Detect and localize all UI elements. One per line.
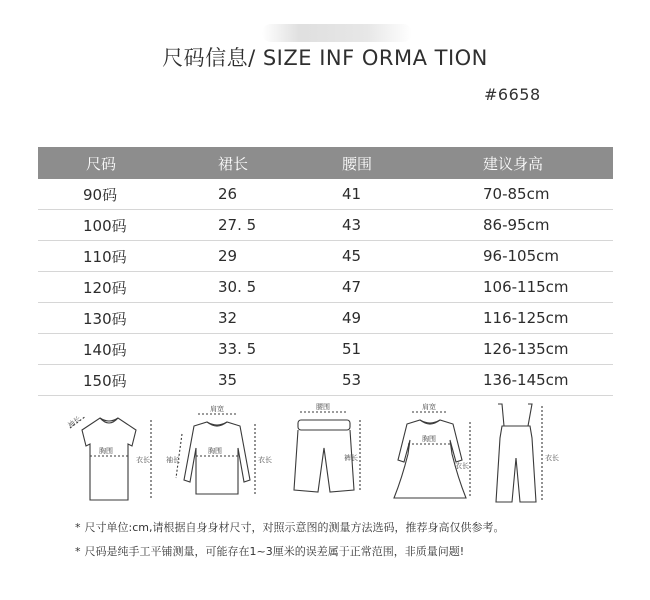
cell-size: 110码 [83,247,127,266]
title-brush-decoration [262,24,412,42]
cell-height: 96-105cm [483,247,559,265]
label-shorts-length: 裤长 [344,454,358,462]
overalls-diagram [496,404,542,502]
label-dress-shoulder: 肩宽 [422,403,436,411]
cell-waist: 49 [342,309,362,327]
table-row [38,365,613,396]
table-row [38,210,613,241]
cell-height: 86-95cm [483,216,550,234]
cell-skirt-length: 27. 5 [218,216,257,234]
cell-waist: 51 [342,340,362,358]
label-dress-length: 衣长 [455,462,469,470]
cell-skirt-length: 33. 5 [218,340,257,358]
cell-height: 70-85cm [483,185,550,203]
cell-waist: 47 [342,278,362,296]
column-header-waist: 腰围 [342,154,373,173]
note-error-text: 尺码是纯手工平铺测量，可能存在1~3厘米的误差属于正常范围，非质量问题! [84,545,465,558]
cell-waist: 41 [342,185,362,203]
label-tshirt-chest: 胸围 [99,447,113,455]
table-row [38,303,613,334]
cell-size: 150码 [83,371,127,390]
label-tshirt-sleeve: 袖长 [66,414,83,430]
cell-skirt-length: 26 [218,185,238,203]
measurement-illustrations [62,398,582,508]
cell-size: 90码 [83,185,118,204]
label-sweater-length: 衣长 [258,456,272,464]
label-dress-chest: 胸围 [422,435,436,443]
table-row [38,272,613,303]
table-header [38,147,613,179]
cell-skirt-length: 35 [218,371,238,389]
cell-height: 126-135cm [483,340,569,358]
dress-diagram [394,412,470,498]
product-code: #6658 [484,85,541,104]
column-header-size: 尺码 [86,154,117,173]
size-table [38,147,613,396]
label-shorts-waist: 腰围 [316,403,330,411]
column-header-skirt-length: 裙长 [218,154,249,173]
table-row [38,241,613,272]
label-sweater-chest: 胸围 [208,447,222,455]
cell-size: 100码 [83,216,127,235]
label-sweater-shoulder: 肩宽 [210,405,224,413]
note-unit [75,519,504,535]
cell-waist: 53 [342,371,362,389]
cell-height: 106-115cm [483,278,569,296]
note-star-icon: * [75,521,81,534]
note-error [75,543,464,559]
cell-size: 130码 [83,309,127,328]
cell-size: 120码 [83,278,127,297]
cell-skirt-length: 30. 5 [218,278,257,296]
cell-skirt-length: 29 [218,247,238,265]
label-overalls-length: 衣长 [545,454,559,462]
note-star-icon: * [75,545,81,558]
shorts-diagram [294,412,360,492]
cell-height: 116-125cm [483,309,569,327]
cell-skirt-length: 32 [218,309,238,327]
cell-waist: 43 [342,216,362,234]
note-unit-text: 尺寸单位:cm,请根据自身身材尺寸，对照示意图的测量方法选码，推荐身高仅供参考。 [84,521,505,534]
cell-height: 136-145cm [483,371,569,389]
cell-waist: 45 [342,247,362,265]
table-row [38,334,613,365]
column-header-height: 建议身高 [483,154,544,173]
page-title: 尺码信息/ SIZE INF ORMA TION [162,46,488,70]
label-sweater-sleeve: 袖长 [166,456,180,464]
label-tshirt-length: 衣长 [136,456,150,464]
cell-size: 140码 [83,340,127,359]
table-row [38,179,613,210]
